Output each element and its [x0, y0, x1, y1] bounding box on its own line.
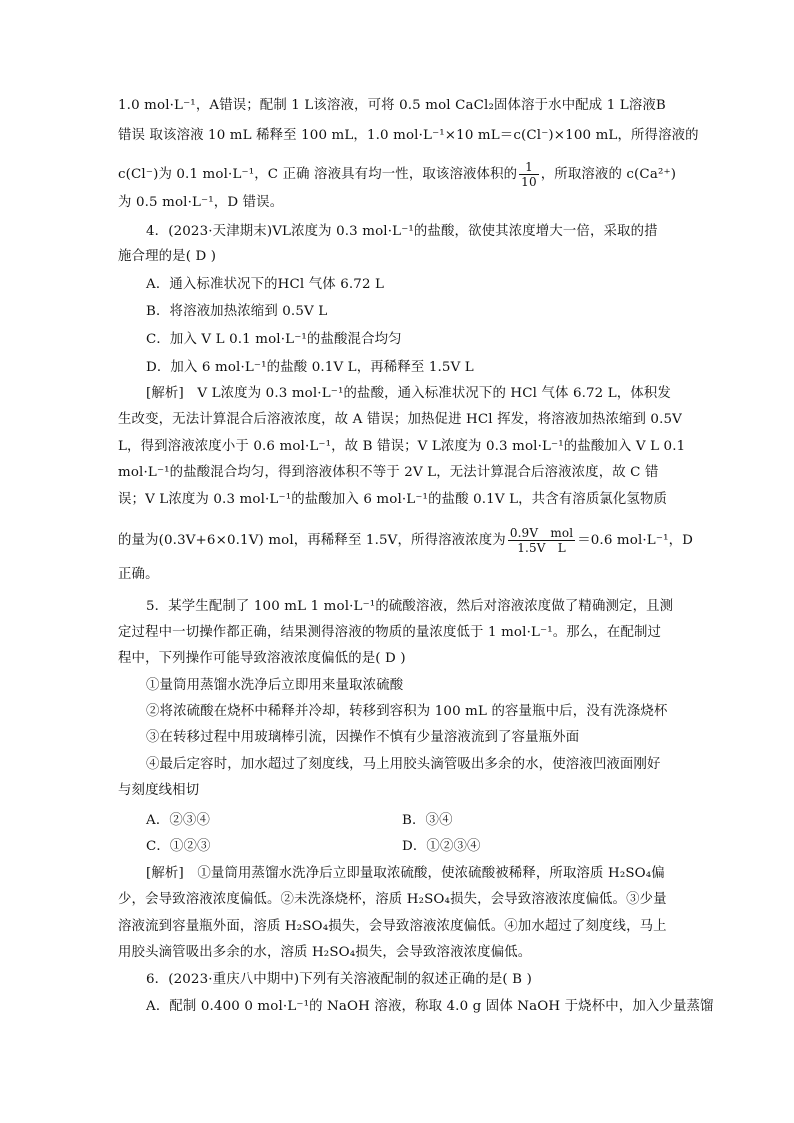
text-line: 程中，下列操作可能导致溶液浓度偏低的是( D ) — [118, 651, 406, 666]
option-c: C．①②③ — [146, 839, 211, 854]
fraction-one-tenth — [519, 160, 539, 189]
option-a: A．通入标准状况下的HCl 气体 6.72 L — [146, 277, 385, 292]
text-line: 定过程中一切操作都正确，结果测得溶液的物质的量浓度低于 1 mol·L⁻¹。那么，在配制过 — [118, 625, 662, 640]
text-segment: c(Cl⁻)为 0.1 mol·L⁻¹，C 正确 溶液具有均一性，取该溶液体积的 — [118, 167, 518, 182]
text-segment: 的量为(0.3V+6×0.1V) mol，再稀释至 1.5V，所得溶液浓度为 — [118, 533, 506, 548]
question-4-stem: 4．(2023·天津期末)VL浓度为 0.3 mol·L⁻¹的盐酸，欲使其浓度增大一倍，采取的措 — [146, 224, 658, 239]
text-line: 为 0.5 mol·L⁻¹，D 错误。 — [118, 195, 284, 210]
text-line: 用胶头滴管吸出多余的水，溶质 H₂SO₄损失，会导致溶液浓度偏低。 — [118, 945, 532, 960]
fraction-denominator: 1.5V L — [517, 541, 566, 555]
text-line: 生改变，无法计算混合后溶液浓度，故 A 错误；加热促进 HCl 挥发，将溶液加热浓缩到 0.5V — [118, 412, 682, 427]
statement-2: ②将浓硫酸在烧杯中稀释并冷却，转移到容积为 100 mL 的容量瓶中后，没有洗涤烧杯 — [146, 704, 668, 719]
option-b: B．③④ — [402, 813, 453, 828]
option-b: B．将溶液加热浓缩到 0.5V L — [146, 304, 328, 319]
text-segment: ＝0.6 mol·L⁻¹，D — [577, 533, 694, 548]
text-line: 1.0 mol·L⁻¹，A错误；配制 1 L该溶液，可将 0.5 mol CaCl₂固体溶于水中配成 1 L溶液B — [118, 98, 666, 113]
text-line: mol·L⁻¹的盐酸混合均匀，得到溶液体积不等于 2V L，无法计算混合后溶液浓度，故 C 错 — [118, 465, 659, 480]
fraction-denominator: 10 — [521, 175, 537, 189]
text-line: 错误 取该溶液 10 mL 稀释至 100 mL，1.0 mol·L⁻¹×10 mL＝c(Cl⁻)×100 mL，所得溶液的 — [118, 128, 699, 143]
text-line: 与刻度线相切 — [118, 783, 200, 798]
option-d: D．①②③④ — [402, 839, 481, 854]
option-c: C．加入 V L 0.1 mol·L⁻¹的盐酸混合均匀 — [146, 332, 402, 347]
text-segment: ，所取溶液的 c(Ca²⁺) — [540, 167, 677, 182]
fraction-numerator: 0.9V mol — [509, 526, 574, 540]
statement-4: ④最后定容时，加水超过了刻度线，马上用胶头滴管吸出多余的水，使溶液凹液面刚好 — [146, 757, 661, 772]
analysis-line: [解析] ①量筒用蒸馏水洗净后立即量取浓硫酸，使浓硫酸被稀释，所取溶质 H₂SO₄偏 — [146, 866, 665, 881]
option-a: A．②③④ — [146, 813, 210, 828]
text-line: L，得到溶液浓度小于 0.6 mol·L⁻¹，故 B 错误；V L浓度为 0.3 mol·L⁻¹的盐酸加入 V L 0.1 — [118, 439, 686, 454]
text-line: 少，会导致溶液浓度偏低。②未洗涤烧杯，溶质 H₂SO₄损失，会导致溶液浓度偏低。③少量 — [118, 892, 667, 907]
question-5-stem: 5．某学生配制了 100 mL 1 mol·L⁻¹的硫酸溶液，然后对溶液浓度做了精确测定，且测 — [146, 599, 674, 614]
text-line — [118, 160, 676, 189]
option-a: A．配制 0.400 0 mol·L⁻¹的 NaOH 溶液，称取 4.0 g 固体 NaOH 于烧杯中，加入少量蒸馏 — [146, 999, 714, 1014]
analysis-line: [解析] V L浓度为 0.3 mol·L⁻¹的盐酸，通入标准状况下的 HCl 气体 6.72 L，体积发 — [146, 386, 671, 401]
text-line: 正确。 — [118, 567, 159, 582]
statement-1: ①量筒用蒸馏水洗净后立即用来量取浓硫酸 — [146, 678, 404, 693]
statement-3: ③在转移过程中用玻璃棒引流，因操作不慎有少量溶液流到了容量瓶外面 — [146, 730, 580, 745]
text-line — [118, 526, 693, 555]
text-line: 溶液流到容量瓶外面，溶质 H₂SO₄损失，会导致溶液浓度偏低。④加水超过了刻度线，马上 — [118, 919, 667, 934]
text-line: 误；V L浓度为 0.3 mol·L⁻¹的盐酸加入 6 mol·L⁻¹的盐酸 0.1V L，共含有溶质氯化氢物质 — [118, 492, 668, 507]
question-6-stem: 6．(2023·重庆八中期中)下列有关溶液配制的叙述正确的是( B ) — [146, 972, 532, 987]
fraction-numerator: 1 — [519, 160, 539, 175]
fraction-concentration — [508, 526, 575, 555]
option-d: D．加入 6 mol·L⁻¹的盐酸 0.1V L，再稀释至 1.5V L — [146, 360, 474, 375]
text-line: 施合理的是( D ) — [118, 249, 217, 264]
